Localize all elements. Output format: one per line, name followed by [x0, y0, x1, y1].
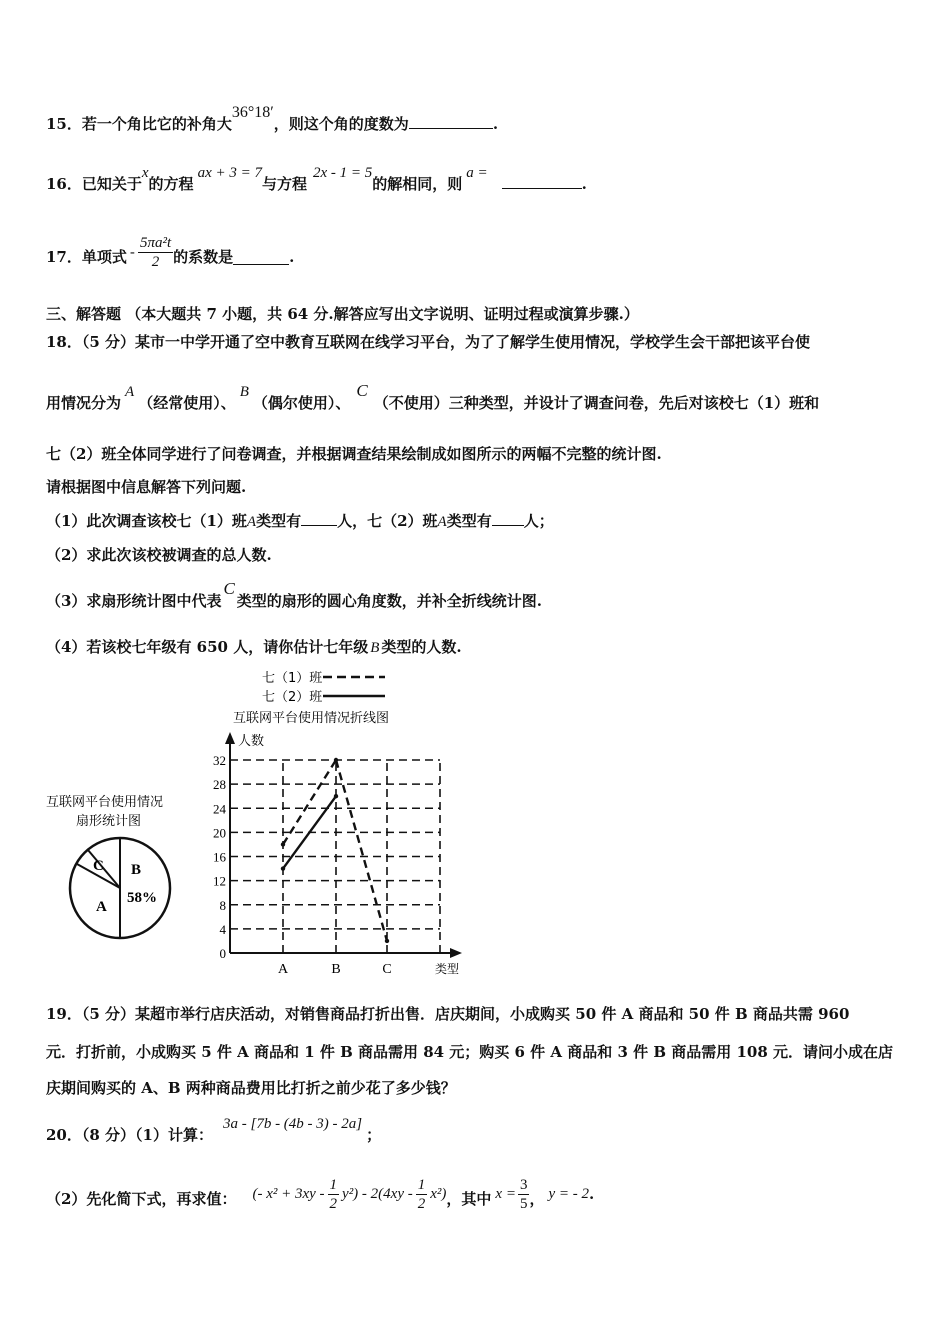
q15-answer-blank	[409, 114, 493, 129]
pie-label-b: B	[131, 862, 142, 878]
q16-var-x: x	[141, 165, 149, 181]
q20-expression-1: 3a - [7b - (4b - 3) - 2a]	[222, 1116, 363, 1132]
series-point-1	[385, 939, 389, 943]
q17-denominator: 2	[151, 253, 160, 270]
q19-line-1: 19．（5 分）某超市举行店庆活动，对销售商品打折出售．店庆期间，小成购买 50 件 A 商品和 50 件 B 商品共需 960	[46, 1005, 850, 1023]
legend-class-2: 七（2）班	[262, 690, 323, 705]
q20-text-1: 20．（8 分）（1）计算：	[46, 1126, 213, 1144]
series-point-1	[334, 758, 338, 762]
pie-title-2: 扇形统计图	[76, 814, 142, 829]
q18-line-3: 七（2）班全体同学进行了问卷调查，并根据调查结果绘制成如图所示的两幅不完整的统计图.	[46, 445, 662, 463]
q16-text-2: 的方程	[148, 175, 194, 193]
q15-text: 15．若一个角比它的补角大	[46, 115, 232, 133]
q18-s1-type-a-2: A	[437, 514, 447, 530]
q18-line-1: 18．（5 分）某市一中学开通了空中教育互联网在线学习平台，为了了解学生使用情况，学校学生会干部把该平台使	[46, 333, 811, 351]
q18-s1-text-5: 人；	[523, 512, 554, 530]
q18-type-a: A	[125, 384, 135, 400]
q18-l2-text-3: （偶尔使用）、	[252, 394, 351, 412]
q18-s1-blank-2	[492, 511, 524, 526]
q16-text-4: 的解相同，则	[372, 175, 463, 193]
q20-comma: ，	[529, 1190, 545, 1208]
q20-expr-part-b: y²) - 2(4xy -	[342, 1186, 413, 1202]
q18-s3-text-1: （3）求扇形统计图中代表	[46, 592, 222, 610]
q18-s1-text-3: 人，七（2）班	[337, 512, 438, 530]
q16-equation-1: ax + 3 = 7	[197, 165, 262, 181]
q20-text-3: ，其中	[446, 1190, 492, 1208]
q18-s4-text-2: 类型的人数.	[381, 638, 462, 656]
x-tick-label: A	[277, 962, 289, 977]
q18-s1-type-a: A	[246, 514, 257, 530]
q18-s1-text-1: （1）此次调查该校七（1）班	[46, 512, 247, 530]
x-axis-label: 类型	[435, 962, 460, 976]
q16-equation-2: 2x - 1 = 5	[312, 165, 373, 181]
y-tick-label: 16	[213, 849, 226, 865]
q20-half-1	[328, 1176, 340, 1213]
y-tick-label: 8	[219, 897, 226, 913]
q18-s1-text-4: 类型有	[446, 512, 492, 530]
q15-end: .	[492, 115, 499, 133]
q20-x-num: 3	[519, 1176, 528, 1193]
q20-expr-part-c: x²)	[430, 1186, 447, 1202]
q18-sub-3	[46, 579, 543, 611]
section-3-title: 三、解答题 （本大题共 7 小题，共 64 分.解答应写出文字说明、证明过程或演算步骤.）	[46, 305, 639, 323]
y-tick-label: 28	[213, 777, 226, 793]
y-tick-label: 24	[213, 801, 226, 817]
q16-text-3: 与方程	[261, 175, 307, 193]
q18-l2-text-4: （不使用）三种类型，并设计了调查问卷，先后对该校七（1）班和	[373, 394, 820, 412]
q20-end: .	[588, 1185, 595, 1203]
series-segment-1	[336, 760, 387, 941]
q20-x-den: 5	[519, 1195, 528, 1212]
q18-line-2	[46, 381, 820, 414]
pie-chart	[70, 838, 170, 938]
q18-s1-blank-1	[301, 511, 337, 526]
y-tick-label: 4	[219, 921, 226, 937]
q20-semicolon: ；	[366, 1126, 382, 1144]
series-point-2	[334, 794, 338, 798]
q18-sub-2: （2）求此次该校被调查的总人数.	[46, 546, 272, 564]
q16-end: .	[581, 175, 587, 193]
q18-s4-type-b: B	[370, 640, 380, 656]
q19-line-2: 元．打折前，小成购买 5 件 A 商品和 1 件 B 商品需用 84 元；购买 6 件 A 商品和 3 件 B 商品需用 108 元．请问小成在店	[46, 1043, 894, 1061]
y-axis-arrow	[225, 732, 235, 744]
series-point-2	[281, 866, 285, 870]
q18-l2-text-1: 用情况分为	[46, 394, 122, 412]
q20-line-1	[46, 1116, 382, 1146]
q20-half-2-num: 1	[417, 1176, 426, 1193]
pie-label-c: C	[93, 858, 104, 874]
q18-s4-text-1: （4）若该校七年级有 650 人，请你估计七年级	[46, 638, 369, 656]
q20-half-1-num: 1	[329, 1176, 338, 1193]
q17-end: .	[289, 248, 295, 266]
q16-answer-blank	[502, 174, 582, 189]
legend-class-1: 七（1）班	[262, 671, 323, 686]
q20-text-2: （2）先化简下式，再求值：	[46, 1190, 237, 1208]
q16-text-1: 16．已知关于	[46, 175, 142, 193]
q20-half-2	[416, 1176, 428, 1213]
q18-sub-1	[46, 511, 554, 532]
x-tick-label: C	[382, 962, 392, 977]
y-axis-label: 人数	[238, 734, 265, 749]
y-tick-label: 20	[213, 825, 226, 841]
q17-answer-blank	[233, 250, 289, 265]
question-17	[46, 232, 294, 272]
q15-suffix: ，则这个角的度数为	[273, 115, 409, 133]
q18-type-b: B	[239, 384, 249, 400]
statistics-figure	[0, 666, 950, 996]
q17-numerator: 5πa²t	[139, 234, 172, 251]
q17-text-2: 的系数是	[173, 248, 234, 266]
q18-s3-text-2: 类型的扇形的圆心角度数，并补全折线统计图.	[236, 592, 543, 610]
pie-title-1: 互联网平台使用情况	[46, 795, 164, 810]
x-tick-label: B	[331, 962, 341, 977]
line-chart-title: 互联网平台使用情况折线图	[233, 711, 390, 726]
q19-line-3: 庆期间购买的 A、B 两种商品费用比打折之前少花了多少钱？	[46, 1079, 456, 1097]
q17-minus: -	[129, 243, 135, 261]
question-15	[46, 104, 499, 135]
q20-x-value	[518, 1176, 530, 1213]
q17-fraction	[138, 234, 173, 271]
q18-sub-4	[46, 637, 462, 658]
q20-line-2	[46, 1172, 594, 1216]
x-axis-arrow	[450, 948, 462, 958]
q18-s3-type-c: C	[223, 579, 235, 598]
q18-s1-text-2: 类型有	[256, 512, 302, 530]
pie-label-b-percent: 58%	[127, 890, 157, 906]
q16-var-a: a =	[466, 165, 488, 181]
y-tick-label: 32	[213, 753, 226, 768]
q15-angle: 36°18′	[231, 104, 274, 121]
series-point-1	[281, 842, 285, 846]
q17-text-1: 17．单项式	[46, 248, 127, 266]
q18-l2-text-2: （经常使用）、	[138, 394, 236, 412]
q20-expr-part-a: (- x² + 3xy -	[252, 1186, 325, 1202]
q20-half-1-den: 2	[329, 1195, 338, 1212]
q18-line-4: 请根据图中信息解答下列问题.	[46, 478, 247, 496]
question-16	[46, 165, 587, 195]
q20-y-equals: y = - 2	[548, 1186, 589, 1202]
line-chart	[213, 732, 462, 977]
q20-x-equals: x =	[495, 1186, 516, 1202]
y-tick-label: 12	[213, 873, 226, 889]
pie-label-a: A	[96, 899, 107, 915]
q18-type-c: C	[356, 381, 368, 400]
q20-half-2-den: 2	[417, 1195, 426, 1212]
y-tick-label: 0	[219, 946, 226, 961]
